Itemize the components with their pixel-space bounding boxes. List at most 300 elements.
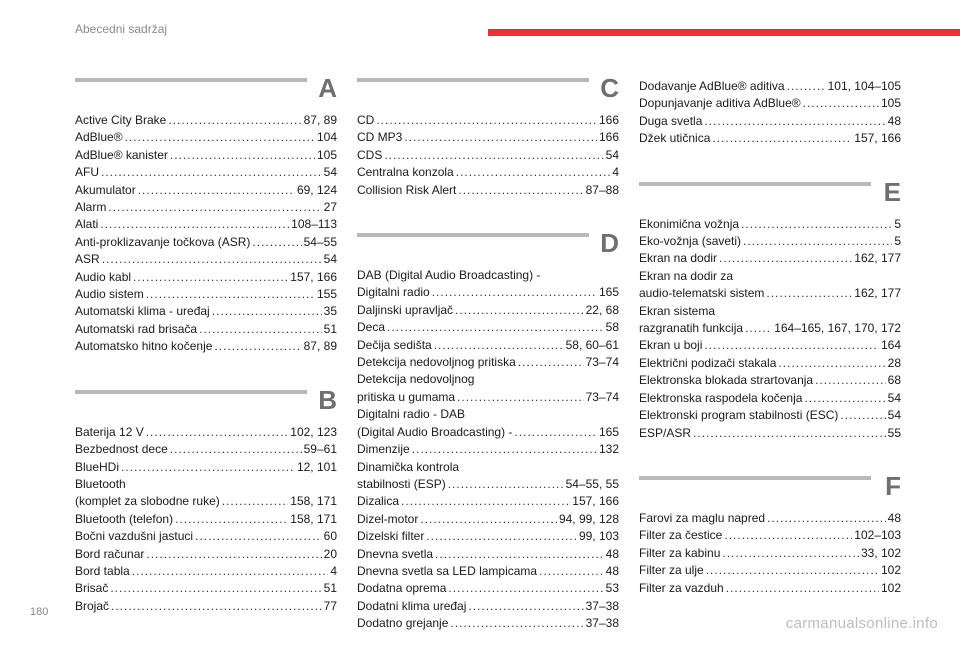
section-letter: A	[318, 73, 337, 103]
dot-leader	[450, 615, 583, 632]
index-entry-pages: 12, 101	[296, 459, 337, 474]
index-entry-label: AdBlue® kanister	[75, 147, 168, 162]
index-entry-pages: 58	[605, 320, 619, 335]
index-entry-pages: 54	[887, 408, 901, 423]
index-entry	[75, 598, 337, 615]
index-entry-label: Ekran na dodir	[639, 251, 718, 266]
index-entry-label: razgranatih funkcija	[639, 321, 744, 336]
index-entry-label: Elektronska blokada strartovanja	[639, 373, 814, 388]
index-entry-label: Dizelski filter	[357, 529, 425, 544]
dot-leader	[110, 580, 321, 597]
index-section	[75, 73, 337, 356]
dot-leader	[125, 129, 315, 146]
index-entry	[639, 130, 901, 147]
index-entry-label: Daljinski upravljač	[357, 302, 454, 317]
index-entry-label: CDS	[357, 147, 383, 162]
index-entry-label: BlueHDi	[75, 459, 120, 474]
index-entry-pages: 101, 104–105	[827, 79, 901, 93]
index-entry-label: Digitalni radio	[357, 285, 430, 300]
dot-leader	[726, 580, 879, 597]
index-entry-pages: 60	[323, 529, 337, 544]
index-entry-pages: 105	[316, 147, 337, 162]
index-entry	[357, 354, 619, 371]
index-entry-label: Anti-proklizavanje točkova (ASR)	[75, 234, 251, 249]
index-entry	[357, 302, 619, 319]
index-entry	[75, 129, 337, 146]
index-entry	[75, 321, 337, 338]
index-entry-pages: 4	[330, 563, 337, 578]
index-entry-pages: 20	[323, 546, 337, 561]
index-entry-pages: 155	[316, 287, 337, 302]
index-entry-prefix: Ekran na dodir za	[639, 268, 734, 283]
index-entry	[75, 424, 337, 441]
index-entry-label: Brisač	[75, 581, 109, 596]
index-entry	[639, 337, 901, 354]
index-entry	[639, 372, 901, 389]
index-entry	[357, 598, 619, 615]
index-entry-pages: 4	[612, 165, 619, 180]
section-letter: C	[600, 73, 619, 103]
index-entry-pages: 28	[887, 355, 901, 370]
dot-leader	[778, 355, 885, 372]
dot-leader	[455, 302, 584, 319]
section-divider	[357, 78, 589, 82]
index-column-2	[357, 73, 619, 667]
dot-leader	[132, 563, 329, 580]
index-entry-pages: 54	[887, 390, 901, 405]
index-entry-label: Alarm	[75, 200, 107, 215]
index-section	[357, 228, 619, 633]
index-entry-label: pritiska u gumama	[357, 389, 456, 404]
index-entry-label: Filter za čestice	[639, 528, 723, 543]
dot-leader	[432, 284, 597, 301]
index-entry-prefix: Dinamička kontrola	[357, 459, 460, 474]
index-entry	[357, 389, 619, 406]
index-entry-pages: 68	[887, 373, 901, 388]
index-entry-pages: 51	[323, 581, 337, 596]
dot-leader	[100, 216, 289, 233]
dot-leader	[803, 95, 879, 112]
index-column-3	[639, 78, 901, 631]
index-entry-pages: 102	[880, 580, 901, 595]
index-entry-label: Dnevna svetla sa LED lampicama	[357, 563, 538, 578]
index-entry-pages: 48	[605, 546, 619, 561]
index-entry-label: Elektronski program stabilnosti (ESC)	[639, 408, 839, 423]
dot-leader	[766, 285, 852, 302]
section-letter: B	[318, 384, 337, 415]
index-entry-label: Dodatna oprema	[357, 581, 447, 596]
dot-leader	[815, 372, 886, 389]
index-entry-pages: 37–38	[585, 616, 619, 631]
index-entry-label: Električni podizači stakala	[639, 355, 777, 370]
dot-leader	[468, 598, 583, 615]
index-entry-label: Eko-vožnja (saveti)	[639, 234, 742, 249]
dot-leader	[706, 562, 879, 579]
index-entry-label: Automatsko hitno kočenje	[75, 339, 213, 354]
section-divider	[357, 233, 589, 237]
index-entry-label: Elektronska raspodela kočenja	[639, 390, 803, 405]
dot-leader	[252, 234, 301, 251]
dot-leader	[435, 546, 604, 563]
index-entry-label: Centralna konzola	[357, 165, 454, 180]
index-entry-label: Džek utičnica	[639, 131, 711, 146]
index-entry-pages: 102–103	[854, 528, 901, 543]
index-entry-pages: 54	[323, 165, 337, 180]
index-entry	[357, 147, 619, 164]
index-entry-pages: 165	[598, 424, 619, 439]
index-entry-pages: 132	[598, 442, 619, 457]
index-entry-pages: 94, 99, 128	[558, 511, 619, 526]
index-entry-label: Ekran u boji	[639, 338, 703, 353]
index-entry	[75, 164, 337, 181]
index-entry	[639, 285, 901, 302]
dot-leader	[412, 441, 597, 458]
index-entry-pages: 48	[887, 510, 901, 525]
index-entry-pages: 22, 68	[585, 302, 619, 317]
dot-leader	[401, 493, 570, 510]
index-entry-pages: 162, 177	[854, 251, 901, 266]
index-entry	[639, 355, 901, 372]
index-entry	[639, 390, 901, 407]
index-entry-label: Dnevna svetla	[357, 546, 434, 561]
dot-leader	[387, 319, 604, 336]
dot-leader	[212, 303, 322, 320]
index-entry	[639, 510, 901, 527]
index-entry	[639, 320, 901, 337]
index-entry-pages: 33, 102	[860, 545, 901, 560]
index-entry	[75, 546, 337, 563]
dot-leader	[170, 441, 302, 458]
section-header	[75, 73, 337, 106]
index-entry-pages: 87, 89	[303, 339, 337, 354]
index-entry	[75, 216, 337, 233]
index-entry-pages: 58, 60–61	[565, 337, 619, 352]
index-entry-label: Farovi za maglu napred	[639, 510, 766, 525]
dot-leader	[693, 425, 886, 442]
index-entry-label: AFU	[75, 165, 99, 180]
dot-leader	[704, 113, 885, 130]
dot-leader	[745, 320, 772, 337]
dot-leader	[146, 424, 289, 441]
index-entry-label: Dodatno grejanje	[357, 616, 449, 631]
index-entry-label: ESP/ASR	[639, 425, 692, 440]
dot-leader	[457, 389, 584, 406]
section-divider	[639, 182, 871, 186]
index-entry-pages: 164–165, 167, 170, 172	[774, 321, 901, 336]
index-entry-pages: 157, 166	[854, 131, 901, 146]
dot-leader	[102, 251, 322, 268]
index-entry	[75, 511, 337, 528]
index-entry-label: Dopunjavanje aditiva AdBlue®	[639, 96, 801, 111]
index-entry-label: Bord računar	[75, 546, 145, 561]
index-entry	[357, 112, 619, 129]
index-entry-pages: 27	[323, 200, 337, 215]
section-header	[639, 176, 901, 210]
index-entry-label: (Digital Audio Broadcasting) -	[357, 424, 513, 439]
dot-leader	[840, 407, 885, 424]
index-entry-label: Automatski klima - uređaj	[75, 304, 210, 319]
index-entry-pages: 157, 166	[290, 269, 337, 284]
index-entry-label: ASR	[75, 252, 100, 267]
index-section	[639, 176, 901, 442]
index-entry-label: stabilnosti (ESP)	[357, 476, 446, 491]
index-entry-label: Duga svetla	[639, 113, 703, 128]
index-entry-label: Collision Risk Alert	[357, 182, 457, 197]
index-entry	[357, 580, 619, 597]
index-entry-pages: 35	[323, 304, 337, 319]
index-entry	[357, 563, 619, 580]
index-entry-pages: 54	[323, 252, 337, 267]
index-section	[639, 470, 901, 597]
index-entry	[357, 441, 619, 458]
index-entry-pages: 48	[887, 113, 901, 128]
index-entry-label: Filter za ulje	[639, 563, 704, 578]
dot-leader	[121, 459, 295, 476]
index-entry-prefix: Ekran sistema	[639, 303, 716, 318]
section-header	[357, 73, 619, 106]
index-entry-label: CD MP3	[357, 130, 403, 145]
dot-leader	[138, 182, 295, 199]
dot-leader	[199, 321, 322, 338]
dot-leader	[722, 545, 859, 562]
index-entry	[639, 527, 901, 544]
index-entry-pages: 69, 124	[296, 182, 337, 197]
dot-leader	[168, 112, 301, 129]
index-entry	[75, 441, 337, 458]
index-entry-label: audio-telematski sistem	[639, 286, 765, 301]
index-entry	[357, 319, 619, 336]
index-entry-label: Bluetooth (telefon)	[75, 511, 174, 526]
dot-leader	[724, 527, 852, 544]
index-entry-prefix: Detekcija nedovoljnog	[357, 372, 475, 387]
index-entry-label: Detekcija nedovoljnog pritiska	[357, 355, 516, 370]
index-entry	[75, 251, 337, 268]
index-entry-prefix: Bluetooth	[75, 476, 126, 491]
index-entry-pages: 73–74	[585, 389, 619, 404]
index-entry	[75, 303, 337, 320]
index-entry-pages: 164	[880, 338, 901, 353]
index-entry-pages: 165	[598, 285, 619, 300]
section-header	[639, 470, 901, 504]
index-entry-label: Dečija sedišta	[357, 337, 432, 352]
dot-leader	[743, 233, 892, 250]
dot-leader	[426, 528, 577, 545]
index-entry	[75, 286, 337, 303]
index-entry-label: Bord tabla	[75, 563, 130, 578]
section-header	[357, 228, 619, 261]
dot-leader	[146, 546, 321, 563]
index-entry	[639, 425, 901, 442]
dot-leader	[804, 390, 885, 407]
dot-leader	[111, 598, 322, 615]
index-entry	[639, 95, 901, 112]
dot-leader	[133, 269, 288, 286]
index-entry	[75, 147, 337, 164]
index-entry	[357, 511, 619, 528]
dot-leader	[222, 493, 289, 510]
index-entry	[357, 337, 619, 354]
index-entry-label: Filter za kabinu	[639, 545, 721, 560]
watermark: carmanualsonline.info	[785, 615, 938, 632]
index-entry	[75, 563, 337, 580]
dot-leader	[787, 78, 826, 95]
index-entry-label: (komplet za slobodne ruke)	[75, 494, 220, 509]
section-divider	[639, 476, 871, 480]
dot-leader	[108, 199, 321, 216]
dot-leader	[170, 147, 315, 164]
index-entry	[639, 113, 901, 130]
index-entry-label: CD	[357, 113, 375, 127]
index-entry-label: Ekonimična vožnja	[639, 216, 740, 231]
index-entry-pages: 87, 89	[303, 113, 337, 127]
dot-leader	[195, 528, 322, 545]
dot-leader	[539, 563, 604, 580]
section-divider	[75, 78, 307, 82]
dot-leader	[704, 337, 879, 354]
index-entry	[75, 269, 337, 286]
index-entry	[75, 528, 337, 545]
section-letter: E	[883, 176, 901, 207]
index-entry	[357, 546, 619, 563]
index-entry-label: Dimenzije	[357, 442, 410, 457]
dot-leader	[741, 216, 892, 233]
index-entry-label: Alati	[75, 217, 99, 232]
index-entry	[75, 493, 337, 510]
index-entry-label: Automatski rad brisača	[75, 321, 198, 336]
index-entry	[639, 233, 901, 250]
index-entry-pages: 73–74	[585, 355, 619, 370]
index-entry-pages: 104	[316, 130, 337, 145]
index-entry-pages: 102	[880, 563, 901, 578]
index-entry-pages: 166	[598, 113, 619, 127]
index-entry-pages: 53	[605, 581, 619, 596]
header-title: Abecedni sadržaj	[75, 22, 168, 36]
dot-leader	[101, 164, 322, 181]
index-entry	[75, 338, 337, 355]
index-entry-pages: 102, 123	[290, 424, 337, 439]
index-entry-pages: 158, 171	[290, 494, 337, 509]
index-entry-pages: 105	[880, 96, 901, 111]
index-entry	[75, 580, 337, 597]
page-number: 180	[30, 606, 49, 618]
dot-leader	[712, 130, 852, 147]
dot-leader	[458, 182, 583, 199]
index-entry	[639, 545, 901, 562]
index-entry-pages: 37–38	[585, 598, 619, 613]
dot-leader	[448, 580, 603, 597]
index-entry-label: Dizel-motor	[357, 511, 419, 526]
index-entry-label: Bočni vazdušni jastuci	[75, 529, 194, 544]
index-entry	[639, 580, 901, 597]
index-entry	[357, 424, 619, 441]
index-entry	[357, 615, 619, 632]
index-entry-label: Audio kabl	[75, 269, 132, 284]
dot-leader	[404, 129, 597, 146]
index-entry-label: AdBlue®	[75, 130, 123, 145]
index-entry-pages: 59–61	[303, 442, 337, 457]
index-entry-label: Active City Brake	[75, 113, 167, 127]
index-entry	[357, 164, 619, 181]
index-entry-label: Dizalica	[357, 494, 400, 509]
dot-leader	[376, 112, 597, 129]
index-entry-label: Audio sistem	[75, 287, 144, 302]
index-entry-pages: 55	[887, 425, 901, 440]
index-entry	[357, 493, 619, 510]
dot-leader	[448, 476, 564, 493]
index-entry-label: Dodavanje AdBlue® aditiva	[639, 79, 785, 93]
index-entry-label: Dodatni klima uređaj	[357, 598, 467, 613]
index-entry	[357, 528, 619, 545]
index-entry	[357, 476, 619, 493]
index-entry-pages: 162, 177	[854, 286, 901, 301]
index-entry-pages: 5	[894, 216, 901, 231]
section-letter: F	[885, 470, 901, 501]
index-entry-prefix: DAB (Digital Audio Broadcasting) -	[357, 268, 541, 283]
index-entry-pages: 5	[894, 234, 901, 249]
index-entry-pages: 48	[605, 563, 619, 578]
index-entry	[357, 129, 619, 146]
index-entry	[639, 250, 901, 267]
dot-leader	[518, 354, 584, 371]
index-entry-pages: 54	[605, 147, 619, 162]
index-entry	[75, 459, 337, 476]
index-entry	[75, 234, 337, 251]
index-entry-pages: 99, 103	[578, 529, 619, 544]
dot-leader	[384, 147, 603, 164]
dot-leader	[420, 511, 557, 528]
index-entry-pages: 77	[323, 598, 337, 613]
index-entry-pages: 158, 171	[290, 511, 337, 526]
index-entry-label: Akumulator	[75, 182, 136, 197]
dot-leader	[514, 424, 597, 441]
header-accent-bar	[488, 29, 960, 36]
dot-leader	[214, 338, 301, 355]
index-entry-pages: 166	[598, 130, 619, 145]
section-letter: D	[600, 228, 619, 259]
dot-leader	[719, 250, 852, 267]
index-entry-pages: 54–55, 55	[565, 476, 619, 491]
index-entry-label: Baterija 12 V	[75, 424, 144, 439]
index-entry-pages: 54–55	[303, 234, 337, 249]
section-header	[75, 384, 337, 418]
index-entry	[75, 199, 337, 216]
index-entry	[639, 562, 901, 579]
index-entry-label: Bezbednost dece	[75, 442, 168, 457]
index-section	[75, 384, 337, 615]
dot-leader	[175, 511, 288, 528]
dot-leader	[146, 286, 315, 303]
index-entry-label: Brojač	[75, 598, 110, 613]
index-entry	[639, 407, 901, 424]
index-column-1	[75, 73, 337, 649]
index-entry-prefix: Digitalni radio - DAB	[357, 407, 466, 422]
index-entry	[639, 216, 901, 233]
index-entry	[639, 78, 901, 95]
index-entry-pages: 87–88	[585, 182, 619, 197]
index-entry	[357, 182, 619, 199]
index-entry	[357, 284, 619, 301]
index-entry-pages: 157, 166	[572, 494, 619, 509]
dot-leader	[456, 164, 611, 181]
dot-leader	[767, 510, 886, 527]
section-divider	[75, 390, 307, 394]
index-entry	[75, 112, 337, 129]
index-section	[639, 78, 901, 148]
index-section	[357, 73, 619, 199]
index-entry	[75, 182, 337, 199]
index-entry-label: Filter za vazduh	[639, 580, 724, 595]
index-entry-pages: 51	[323, 321, 337, 336]
